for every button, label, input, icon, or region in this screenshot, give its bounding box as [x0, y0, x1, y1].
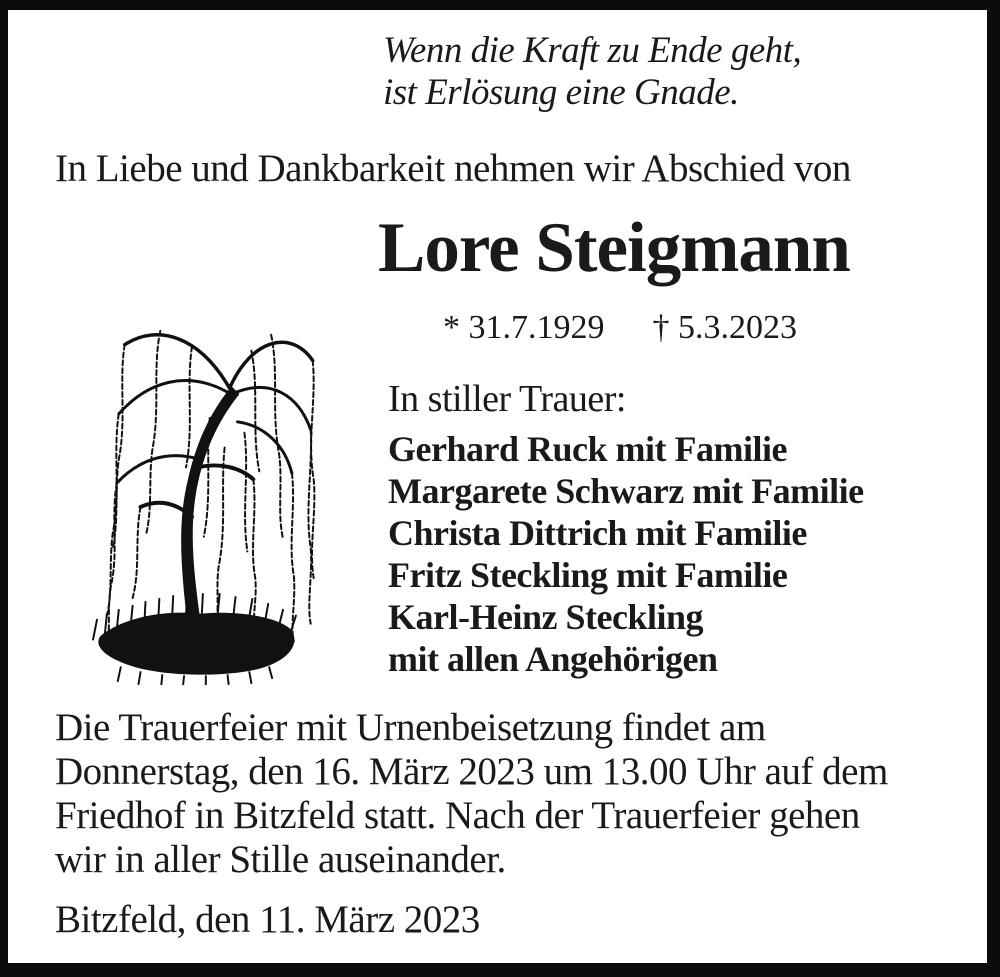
funeral-line: wir in aller Stille auseinander.	[55, 838, 506, 881]
deceased-name: Lore Steigmann	[378, 209, 850, 287]
mourner-line: Gerhard Ruck mit Familie	[388, 429, 787, 469]
farewell-intro: In Liebe und Dankbarkeit nehmen wir Abschied von	[55, 147, 851, 190]
mourner-line: Margarete Schwarz mit Familie	[388, 471, 864, 511]
notice-frame-top	[0, 0, 1000, 10]
funeral-line: Donnerstag, den 16. März 2023 um 13.00 Uhr auf dem	[55, 750, 888, 793]
weeping-willow-illustration	[40, 220, 340, 685]
mourner-line: Fritz Steckling mit Familie	[388, 555, 788, 595]
willow-tree-icon	[40, 220, 340, 685]
verse-line-1: Wenn die Kraft zu Ende geht,	[383, 30, 802, 71]
death-date: † 5.3.2023	[652, 309, 797, 346]
place-dateline: Bitzfeld, den 11. März 2023	[55, 898, 480, 941]
mourner-line: Christa Dittrich mit Familie	[388, 513, 807, 553]
funeral-line: Friedhof in Bitzfeld statt. Nach der Trauerfeier gehen	[55, 794, 860, 837]
mourning-header: In stiller Trauer:	[388, 378, 626, 420]
mourners-list	[388, 428, 864, 680]
mourner-line: mit allen Angehörigen	[388, 639, 718, 679]
memorial-verse	[383, 30, 801, 114]
funeral-line: Die Trauerfeier mit Urnenbeisetzung findet am	[55, 706, 766, 749]
notice-frame-left	[0, 0, 8, 977]
notice-frame-right	[987, 0, 1000, 977]
funeral-details	[55, 706, 888, 882]
birth-date: * 31.7.1929	[443, 309, 605, 346]
notice-frame-bottom	[0, 963, 1000, 977]
verse-line-2: ist Erlösung eine Gnade.	[383, 72, 739, 113]
mourner-line: Karl-Heinz Steckling	[388, 597, 703, 637]
life-dates	[443, 308, 797, 348]
